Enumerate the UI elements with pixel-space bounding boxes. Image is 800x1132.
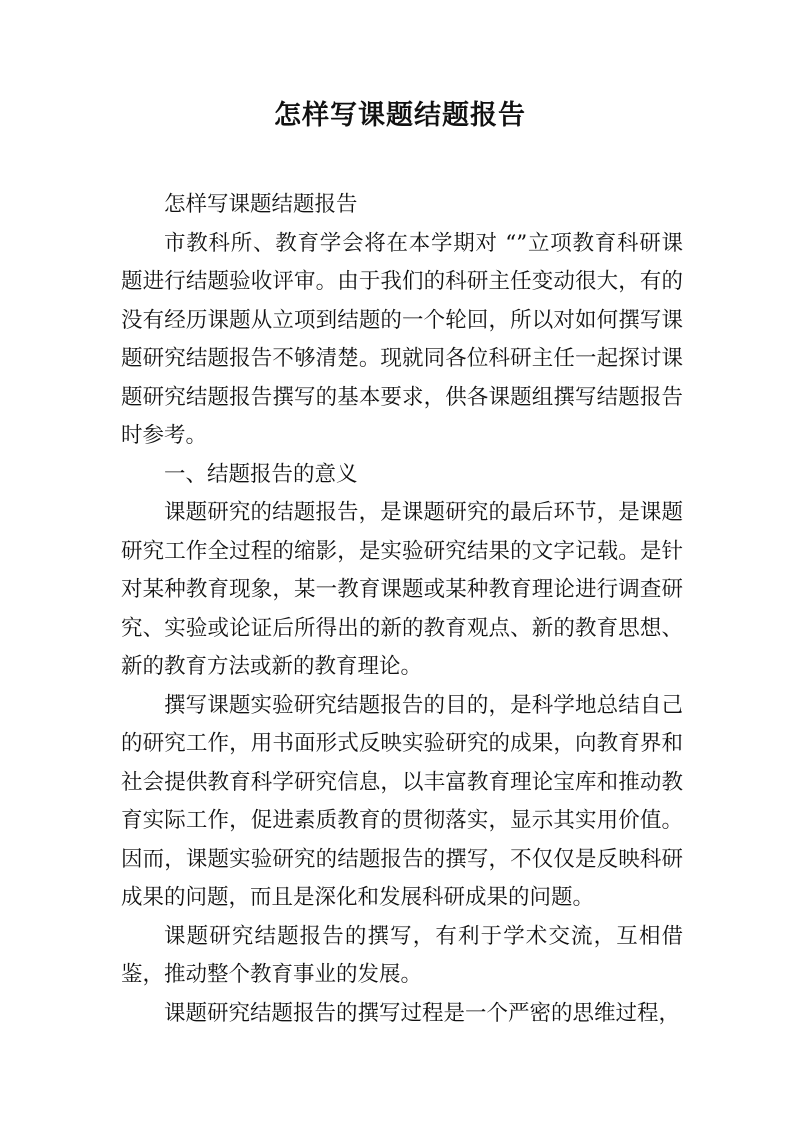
paragraph-subtitle: 怎样写课题结题报告 [164, 192, 358, 217]
paragraph-meaning: 课题研究的结题报告，是课题研究的最后环节，是课题研究工作全过程的缩影，是实验研究结果的文字记载。是针对某种教育现象，某一教育课题或某种教育理论进行调查研究、实验或论证后所得出的新的教育观点、新的教育思想、新的教育方法或新的教育理论。 [121, 500, 683, 679]
paragraph-exchange: 课题研究结题报告的撰写，有利于学术交流，互相借鉴，推动整个教育事业的发展。 [121, 923, 683, 987]
section-heading: 一、结题报告的意义 [164, 461, 358, 487]
document-title: 怎样写课题结题报告 [274, 100, 526, 131]
paragraph-process: 课题研究结题报告的撰写过程是一个严密的思维过程， [164, 1000, 681, 1026]
document-body [121, 186, 683, 1033]
paragraph-intro: 市教科所、教育学会将在本学期对 “”立项教育科研课题进行结题验收评审。由于我们的科研主任变动很大，有的没有经历课题从立项到结题的一个轮回，所以对如何撰写课题研究结题报告不够清楚。现就同各位科研主任一起探讨课题研究结题报告撰写的基本要求，供各课题组撰写结题报告时参考。 [121, 230, 683, 448]
paragraph-purpose: 撰写课题实验研究结题报告的目的，是科学地总结自己的研究工作，用书面形式反映实验研究的成果，向教育界和社会提供教育科学研究信息，以丰富教育理论宝库和推动教育实际工作，促进素质教育的贯彻落实，显示其实用价值。因而，课题实验研究的结题报告的撰写，不仅仅是反映科研成果的问题，而且是深化和发展科研成果的问题。 [121, 692, 683, 910]
